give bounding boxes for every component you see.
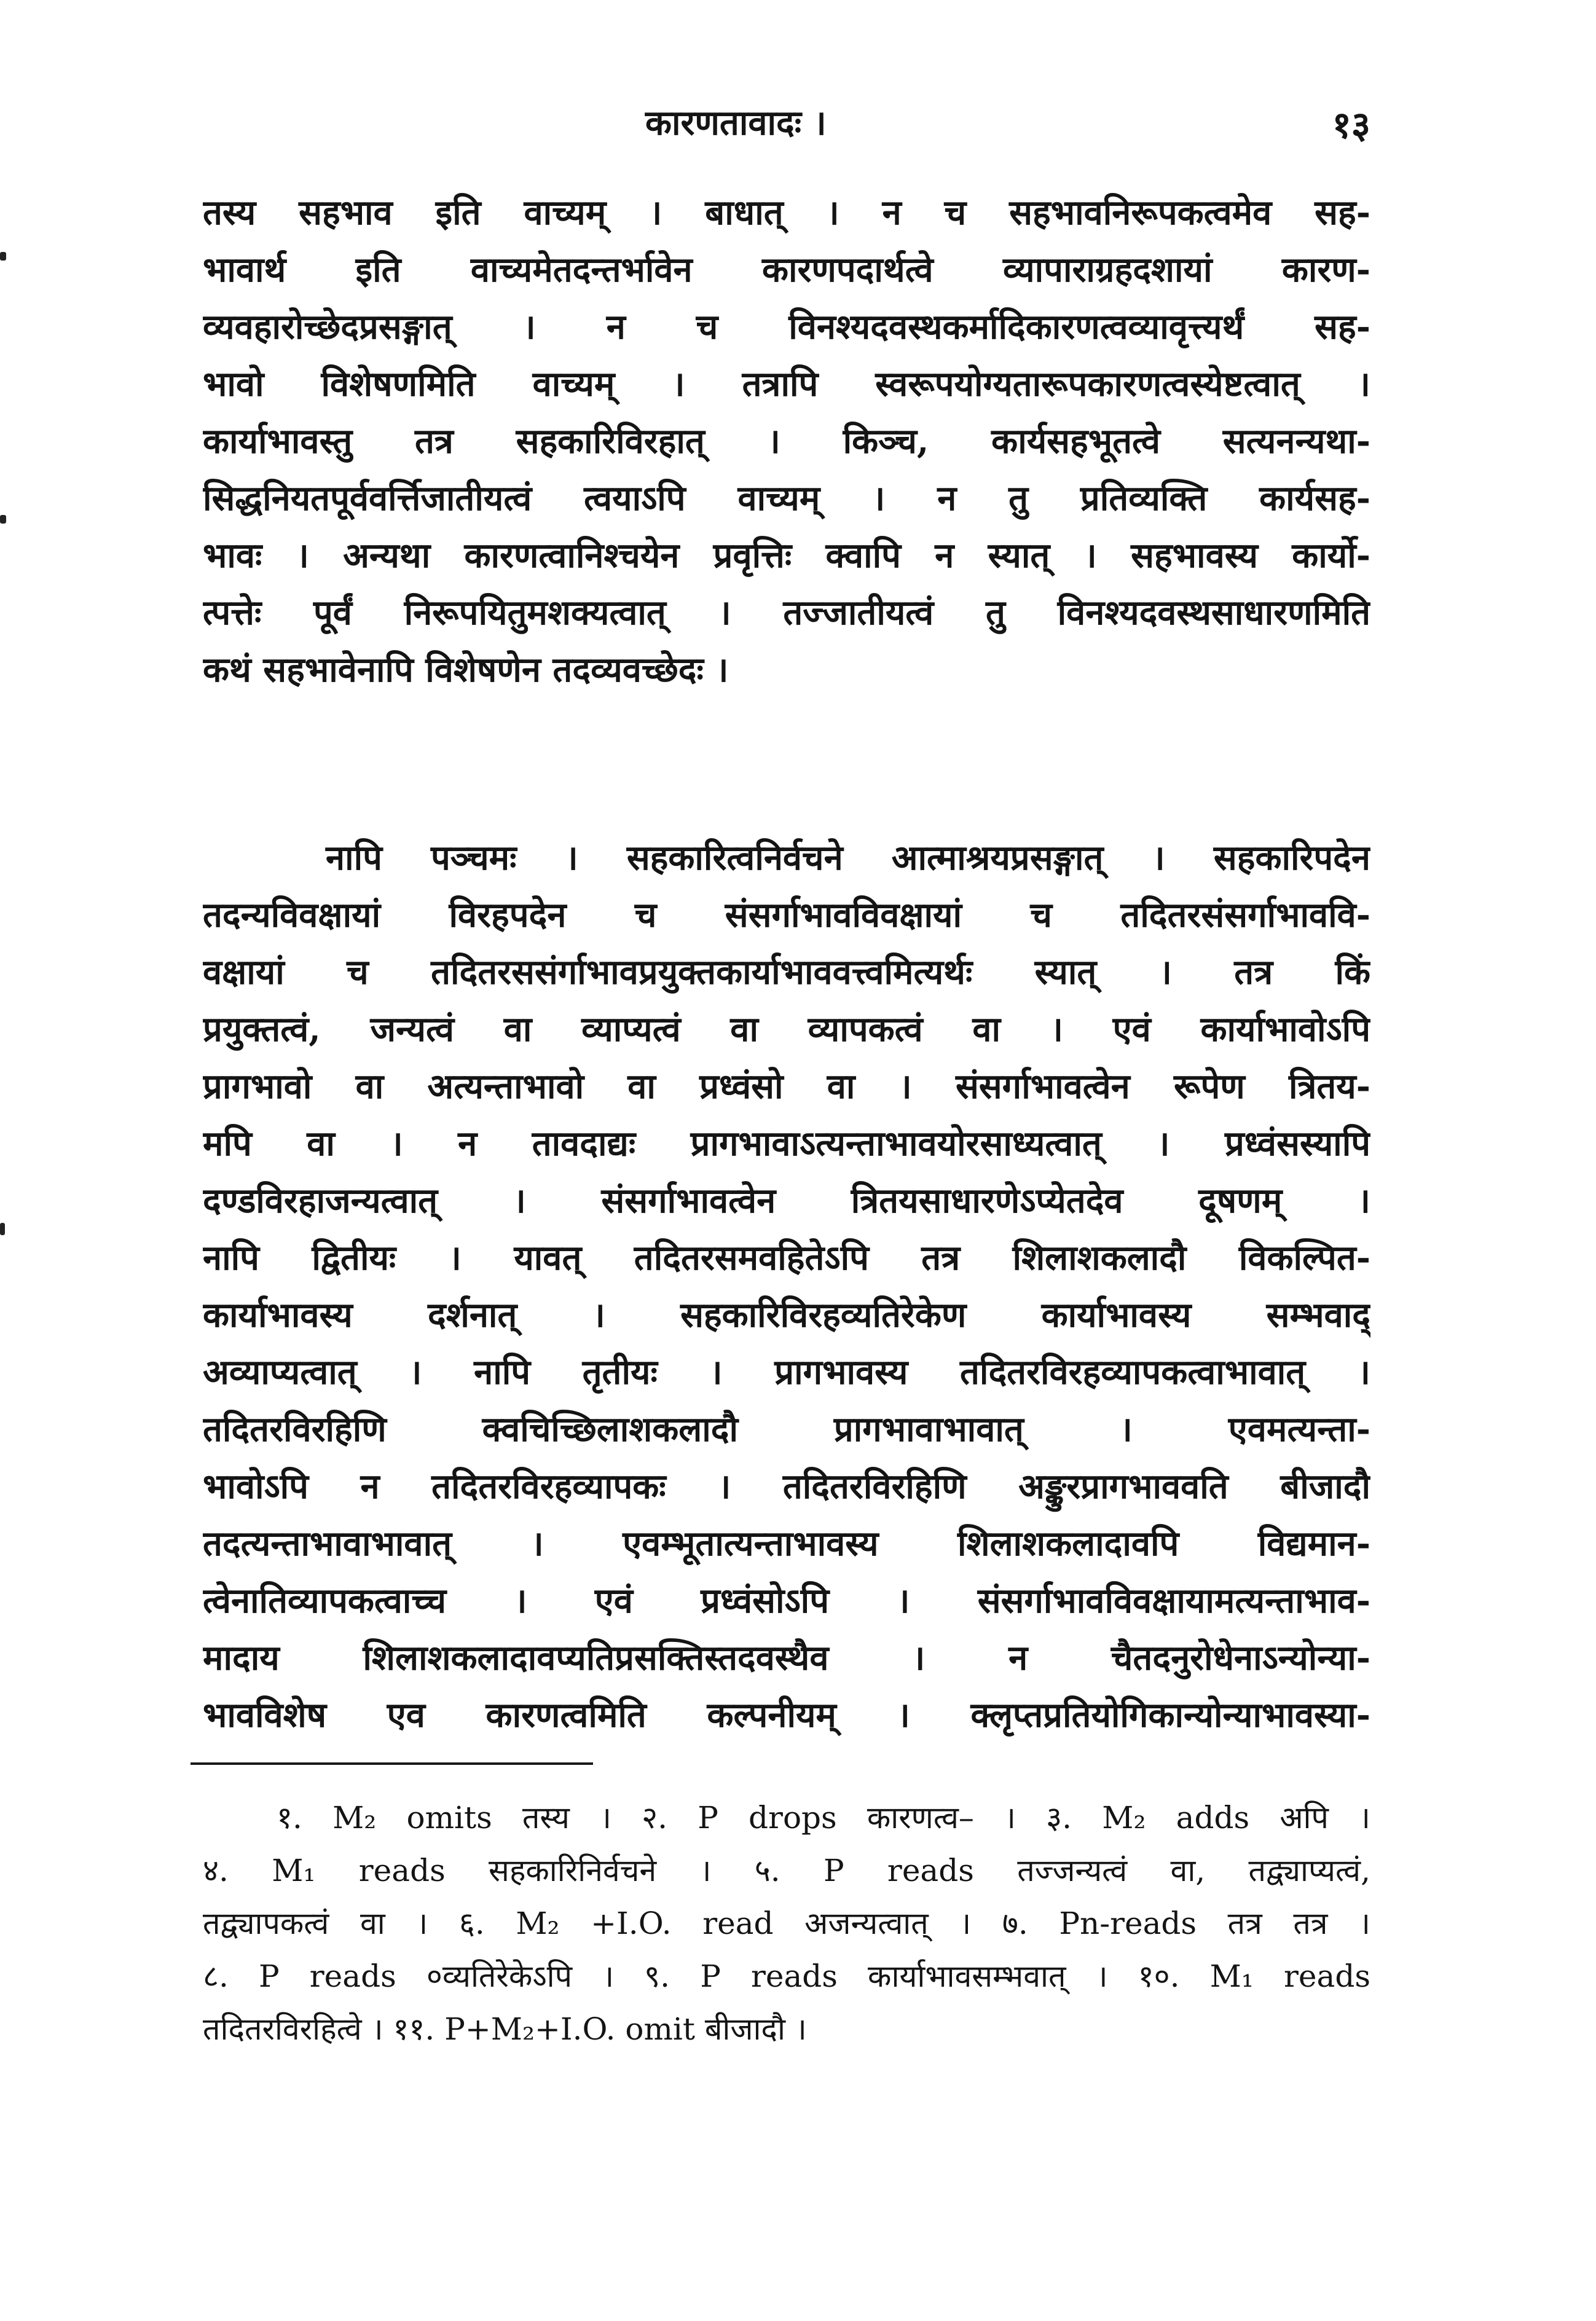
text-line: भावविशेष एव कारणत्वमिति कल्पनीयम् । क्लृप्तप्रतियोगिकान्योन्याभावस्या- bbox=[203, 1695, 1370, 1735]
footnote-divider bbox=[191, 1762, 593, 1765]
footnotes bbox=[203, 1791, 1370, 2056]
text-line: मादाय शिलाशकलादावप्यतिप्रसक्तिस्तदवस्थैव । न चैतदनुरोधेनाऽन्योन्या- bbox=[203, 1638, 1370, 1678]
running-head bbox=[203, 92, 1370, 154]
margin-speck bbox=[0, 252, 6, 261]
paragraph-1 bbox=[203, 184, 1370, 699]
footnote-line: ८. P reads ०व्यतिरेकेऽपि । ९. P reads कार्याभावसम्भवात् । १०. M₁ reads bbox=[203, 1958, 1370, 1994]
footnote-line: ४. M₁ reads सहकारिनिर्वचने । ५. P reads तज्जन्यत्वं वा, तद्व्याप्यत्वं, bbox=[203, 1853, 1370, 1888]
text-line: तदत्यन्ताभावाभावात् । एवम्भूतात्यन्ताभावस्य शिलाशकलादावपि विद्यमान- bbox=[203, 1523, 1370, 1564]
text-line: कार्याभावस्य दर्शनात् । सहकारिविरहव्यतिरेकेण कार्याभावस्य सम्भवाद् bbox=[203, 1295, 1370, 1335]
text-line: भावार्थ इति वाच्यमेतदन्तर्भावेन कारणपदार्थत्वे व्यापाराग्रहदशायां कारण- bbox=[203, 249, 1370, 290]
margin-speck bbox=[0, 515, 6, 524]
text-line: भावः । अन्यथा कारणत्वानिश्चयेन प्रवृत्तिः क्वापि न स्यात् । सहभावस्य कार्यो- bbox=[203, 535, 1370, 576]
footnote-line: तद्व्यापकत्वं वा । ६. M₂ +I.O. read अजन्यत्वात् । ७. Pn-reads तत्र तत्र । bbox=[203, 1906, 1370, 1941]
text-line: भावोऽपि न तदितरविरहव्यापकः । तदितरविरहिणि अङ्कुरप्रागभाववति बीजादौ bbox=[203, 1466, 1370, 1507]
text-line: अव्याप्यत्वात् । नापि तृतीयः । प्रागभावस्य तदितरविरहव्यापकत्वाभावात् । bbox=[203, 1352, 1370, 1392]
footnote-line: तदितरविरहित्वे । ११. P+M₂+I.O. omit बीजादौ । bbox=[203, 2011, 807, 2047]
paragraph-2 bbox=[203, 830, 1370, 1744]
margin-speck bbox=[0, 1223, 5, 1235]
text-line: कथं सहभावेनापि विशेषणेन तदव्यवच्छेदः । bbox=[203, 650, 729, 690]
text-line: तदितरविरहिणि क्वचिच्छिलाशकलादौ प्रागभावाभावात् । एवमत्यन्ता- bbox=[203, 1409, 1370, 1450]
page-number: १३ bbox=[1332, 104, 1370, 147]
footnote-line: १. M₂ omits तस्य । २. P drops कारणत्व– । ३. M₂ adds अपि । bbox=[277, 1800, 1370, 1836]
text-line: दण्डविरहाजन्यत्वात् । संसर्गाभावत्वेन त्रितयसाधारणेऽप्येतदेव दूषणम् । bbox=[203, 1180, 1370, 1221]
text-line: कार्याभावस्तु तत्र सहकारिविरहात् । किञ्च, कार्यसहभूतत्वे सत्यनन्यथा- bbox=[203, 421, 1370, 461]
text-line: प्रयुक्तत्वं, जन्यत्वं वा व्याप्यत्वं वा व्यापकत्वं वा । एवं कार्याभावोऽपि bbox=[203, 1009, 1370, 1050]
text-line: नापि द्वितीयः । यावत् तदितरसमवहितेऽपि तत्र शिलाशकलादौ विकल्पित- bbox=[203, 1238, 1370, 1278]
text-line: प्रागभावो वा अत्यन्ताभावो वा प्रध्वंसो वा । संसर्गाभावत्वेन रूपेण त्रितय- bbox=[203, 1066, 1370, 1107]
text-line: वक्षायां च तदितरससंर्गाभावप्रयुक्तकार्याभाववत्त्वमित्यर्थः स्यात् । तत्र किं bbox=[203, 952, 1370, 992]
text-line: तदन्यविवक्षायां विरहपदेन च संसर्गाभावविवक्षायां च तदितरसंसर्गाभाववि- bbox=[203, 895, 1370, 935]
running-title: कारणतावादः । bbox=[645, 103, 827, 143]
text-line: भावो विशेषणमिति वाच्यम् । तत्रापि स्वरूपयोग्यतारूपकारणत्वस्येष्टत्वात् । bbox=[203, 364, 1370, 404]
text-line: मपि वा । न तावदाद्यः प्रागभावाऽत्यन्ताभावयोरसाध्यत्वात् । प्रध्वंसस्यापि bbox=[203, 1123, 1370, 1164]
text-line: त्वेनातिव्यापकत्वाच्च । एवं प्रध्वंसोऽपि । संसर्गाभावविवक्षायामत्यन्ताभाव- bbox=[203, 1581, 1370, 1621]
text-line: सिद्धनियतपूर्ववर्त्तिजातीयत्वं त्वयाऽपि वाच्यम् । न तु प्रतिव्यक्ति कार्यसह- bbox=[203, 478, 1370, 519]
text-line: त्पत्तेः पूर्वं निरूपयितुमशक्यत्वात् । तज्जातीयत्वं तु विनश्यदवस्थसाधारणमिति bbox=[203, 592, 1370, 633]
text-line: व्यवहारोच्छेदप्रसङ्गात् । न च विनश्यदवस्थकर्मादिकारणत्वव्यावृत्त्यर्थं सह- bbox=[203, 307, 1370, 347]
text-line: तस्य सहभाव इति वाच्यम् । बाधात् । न च सहभावनिरूपकत्वमेव सह- bbox=[203, 192, 1370, 233]
text-line: नापि पञ्चमः । सहकारित्वनिर्वचने आत्माश्रयप्रसङ्गात् । सहकारिपदेन bbox=[326, 838, 1370, 878]
